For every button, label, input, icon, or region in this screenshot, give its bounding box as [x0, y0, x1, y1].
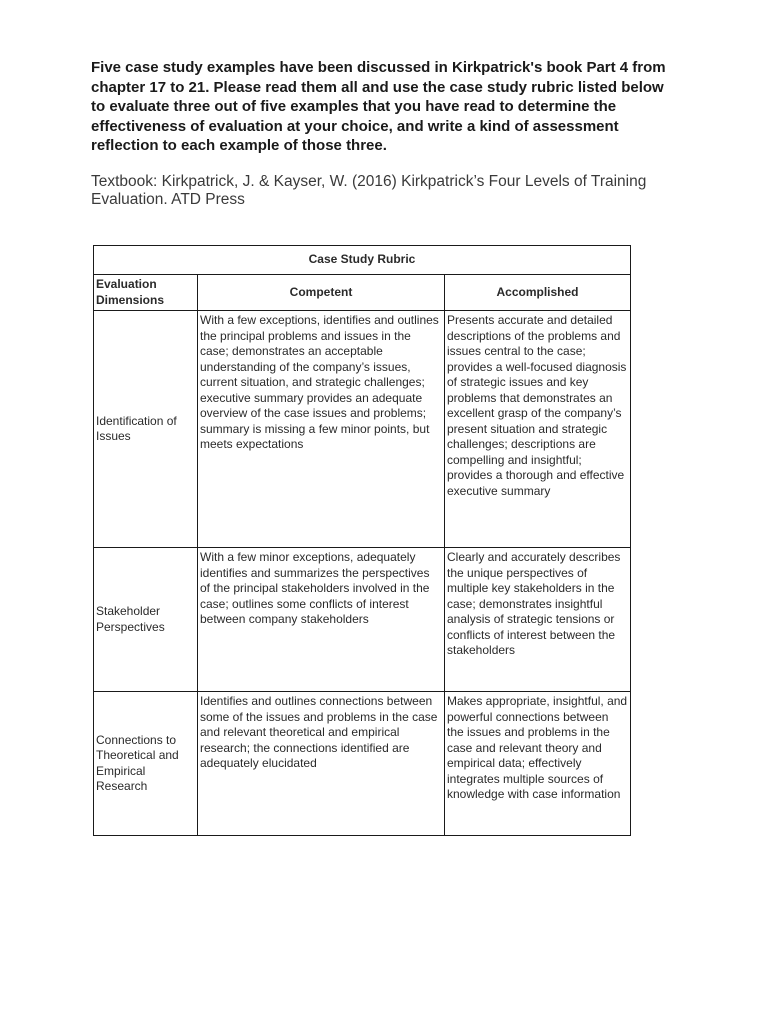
table-row: [94, 311, 631, 548]
competent-cell: With a few exceptions, identifies and outlines the principal problems and issues in the case; demonstrates an acceptable understanding of the company’s issues, current situation, and strategic challenges; executive summary provides an adequate overview of the case issues and problems; summary is missing a few minor points, but meets expectations: [198, 311, 445, 548]
dimension-cell: Identification of Issues: [94, 311, 198, 548]
header-competent: Competent: [198, 275, 445, 311]
case-study-rubric-table: [93, 245, 631, 836]
table-row: [94, 692, 631, 836]
textbook-citation: Textbook: Kirkpatrick, J. & Kayser, W. (2016) Kirkpatrick’s Four Levels of Training Evaluation. ATD Press: [91, 173, 647, 208]
header-evaluation-dimensions: Evaluation Dimensions: [94, 275, 198, 311]
table-row: [94, 548, 631, 692]
rubric-title-row: [94, 246, 631, 275]
assignment-instructions: Five case study examples have been discussed in Kirkpatrick's book Part 4 from chapter 17 to 21. Please read them all and use the case study rubric listed below to evaluate three out of five examples that you have read to determine the effectiveness of evaluation at your choice, and write a kind of assessment reflection to each example of those three.: [91, 59, 666, 154]
dimension-cell: Connections to Theoretical and Empirical Research: [94, 692, 198, 836]
accomplished-cell: Clearly and accurately describes the unique perspectives of multiple key stakeholders in the case; demonstrates insightful analysis of strategic tensions or conflicts of interest between the stakeholders: [445, 548, 631, 692]
accomplished-cell: Presents accurate and detailed descriptions of the problems and issues central to the case; provides a well-focused diagnosis of strategic issues and key problems that demonstrates an excellent grasp of the company’s present situation and strategic challenges; descriptions are compelling and insightful; provides a thorough and effective executive summary: [445, 311, 631, 548]
accomplished-cell: Makes appropriate, insightful, and powerful connections between the issues and problems in the case and relevant theory and empirical data; effectively integrates multiple sources of knowledge with case information: [445, 692, 631, 836]
rubric-header-row: [94, 275, 631, 311]
header-accomplished: Accomplished: [445, 275, 631, 311]
competent-cell: With a few minor exceptions, adequately identifies and summarizes the perspectives of the principal stakeholders involved in the case; outlines some conflicts of interest between company stakeholders: [198, 548, 445, 692]
rubric-title: Case Study Rubric: [94, 246, 631, 275]
competent-cell: Identifies and outlines connections between some of the issues and problems in the case and relevant theoretical and empirical research; the connections identified are adequately elucidated: [198, 692, 445, 836]
dimension-cell: Stakeholder Perspectives: [94, 548, 198, 692]
